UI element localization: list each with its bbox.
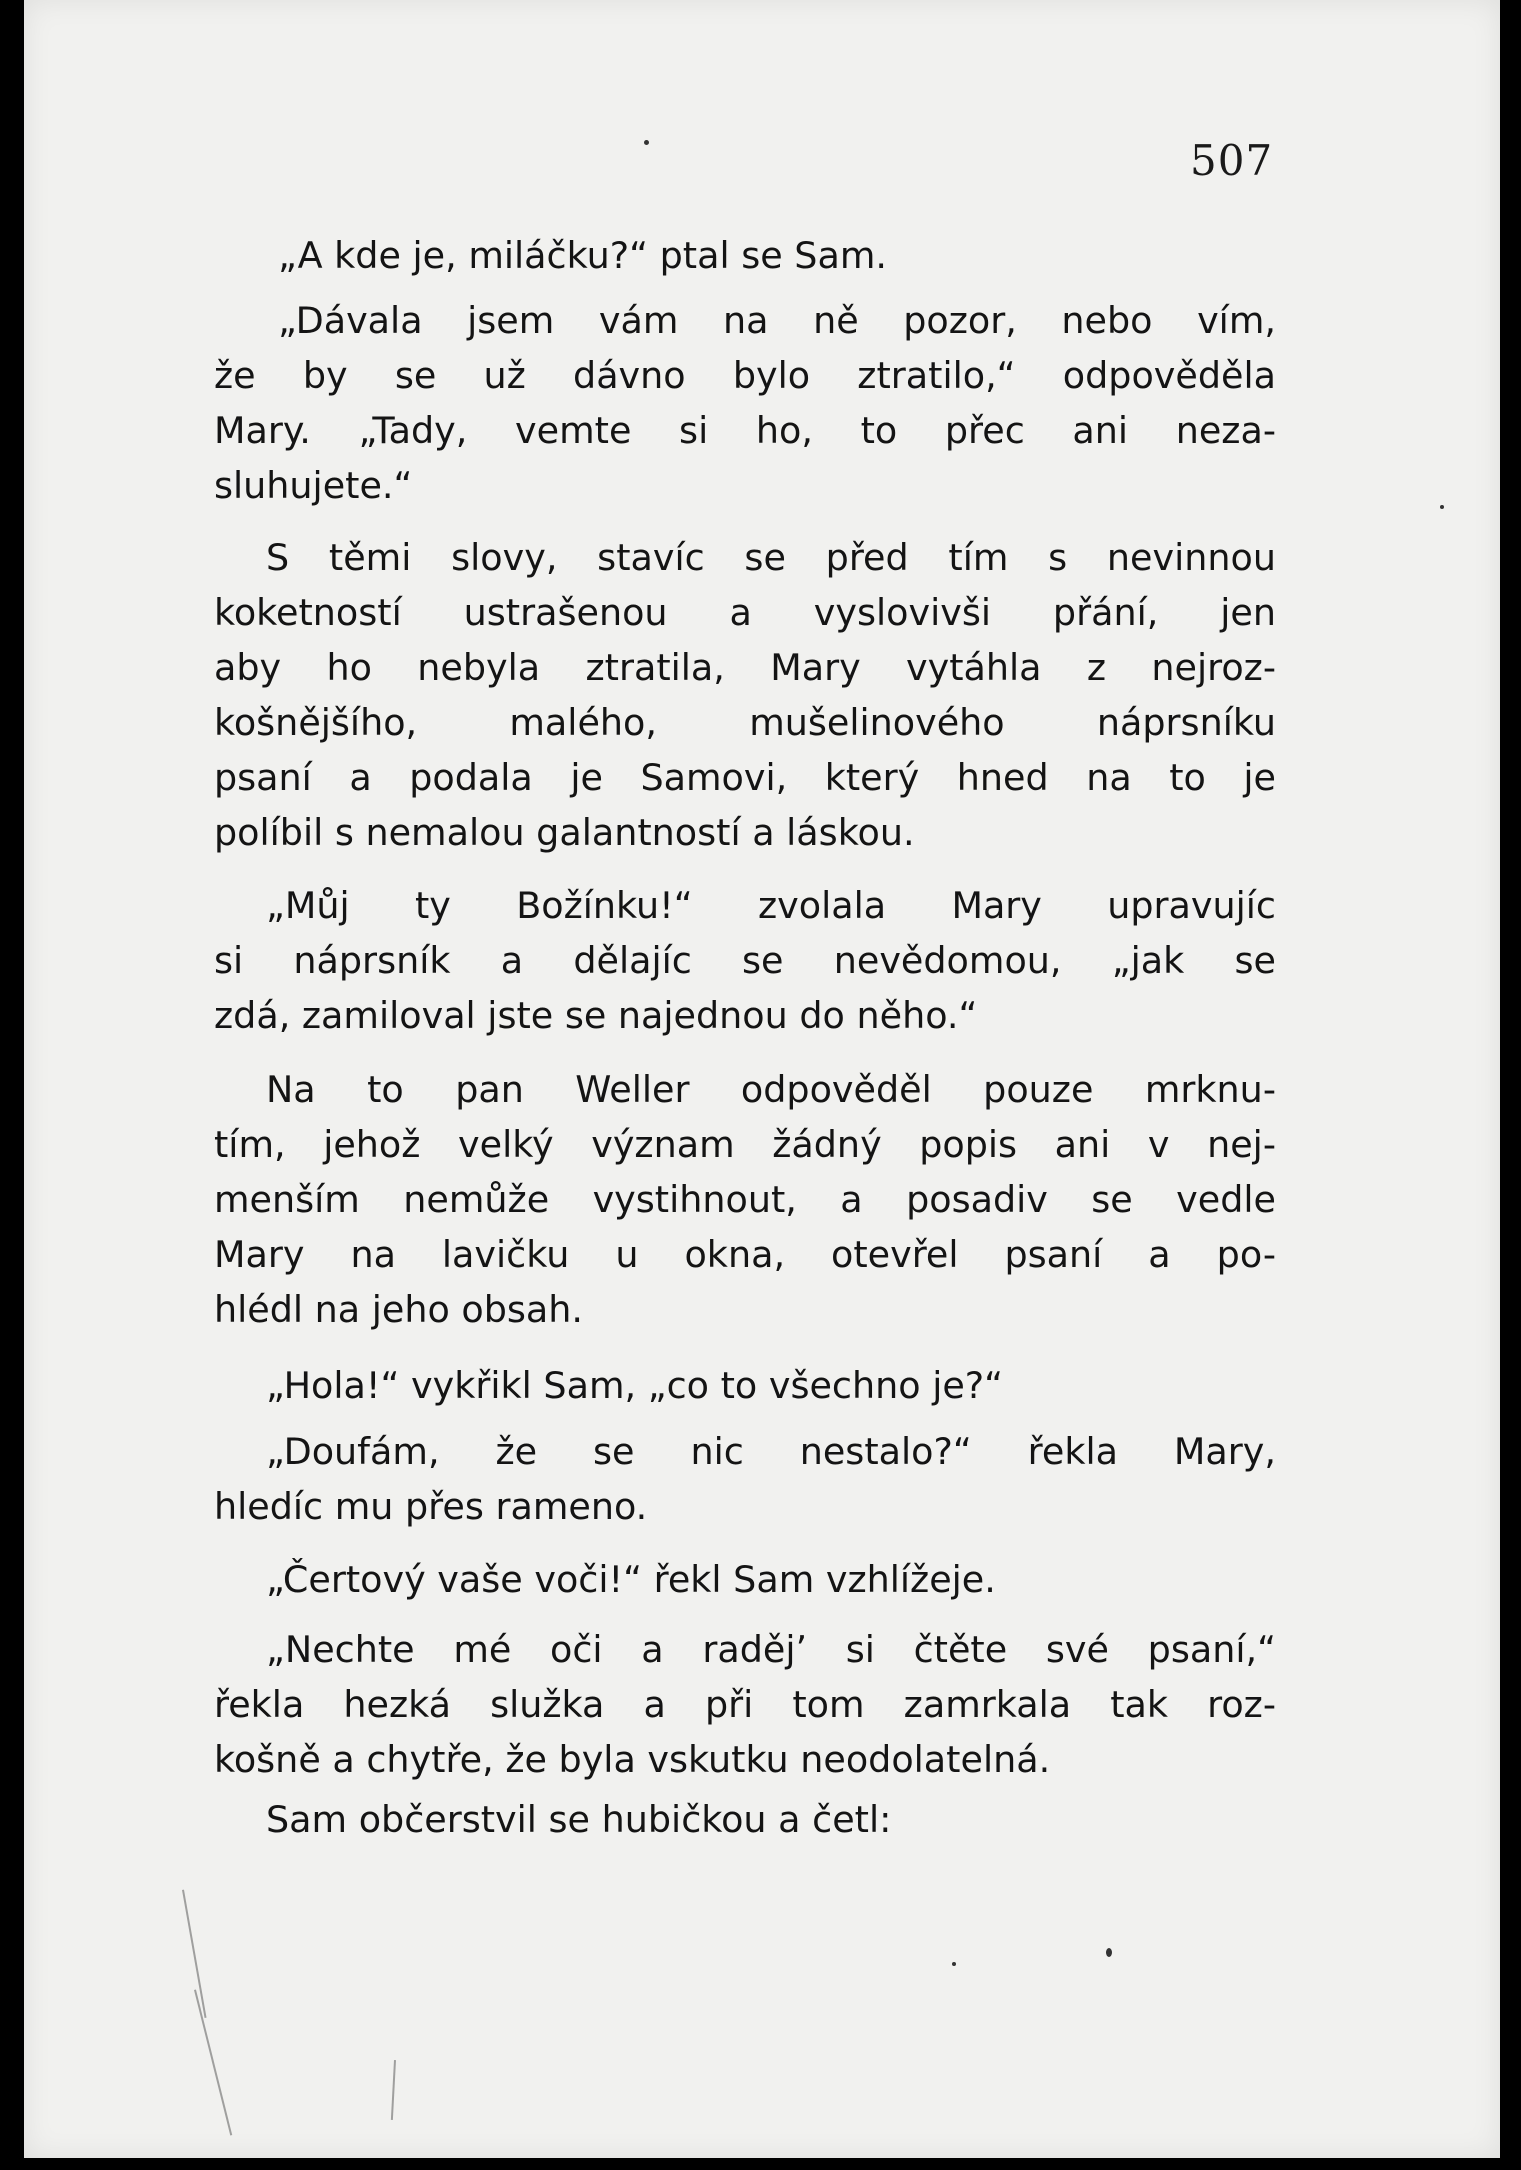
scan-scratch: [391, 2060, 396, 2120]
paragraph: [214, 1062, 1276, 1337]
text-line: S těmi slovy, stavíc se před tím s nevinnou: [266, 536, 1276, 579]
scan-left-border: [0, 0, 24, 2170]
text-line: hledíc mu přes rameno.: [214, 1485, 648, 1528]
text-line: zdá, zamiloval jste se najednou do něho.“: [214, 994, 978, 1037]
text-line: sluhujete.“: [214, 464, 413, 507]
text-line: aby ho nebyla ztratila, Mary vytáhla z nejroz-: [214, 646, 1276, 689]
text-line: „Hola!“ vykřikl Sam, „co to všechno je?“: [266, 1364, 1004, 1407]
scan-speck: [644, 140, 649, 145]
text-line: že by se už dávno bylo ztratilo,“ odpověděla: [214, 354, 1276, 397]
text-line: Sam občerstvil se hubičkou a četl:: [266, 1798, 892, 1841]
text-line: políbil s nemalou galantností a láskou.: [214, 811, 915, 854]
paragraph: [214, 878, 1276, 1043]
paragraph: [214, 1622, 1276, 1787]
paragraph: [214, 1358, 1276, 1413]
text-line: „Dávala jsem vám na ně pozor, nebo vím,: [278, 299, 1276, 342]
text-line: „Čertový vaše voči!“ řekl Sam vzhlížeje.: [266, 1558, 996, 1601]
text-line: Mary na lavičku u okna, otevřel psaní a po-: [214, 1233, 1276, 1276]
text-line: tím, jehož velký význam žádný popis ani v nej-: [214, 1123, 1276, 1166]
paragraph: [214, 228, 1276, 283]
text-line: Mary. „Tady, vemte si ho, to přec ani neza-: [214, 409, 1276, 452]
paragraph: [214, 1424, 1276, 1534]
scan-scratch: [194, 1990, 232, 2136]
scan-scratch: [182, 1890, 207, 2018]
page-number: 507: [1190, 136, 1274, 185]
scan-bottom-border: [0, 2158, 1521, 2170]
paragraph: [214, 293, 1276, 513]
text-line: košnějšího, malého, mušelinového náprsníku: [214, 701, 1276, 744]
text-line: si náprsník a dělajíc se nevědomou, „jak se: [214, 939, 1276, 982]
text-line: řekla hezká služka a při tom zamrkala tak roz-: [214, 1683, 1276, 1726]
text-line: košně a chytře, že byla vskutku neodolatelná.: [214, 1738, 1051, 1781]
text-line: „Doufám, že se nic nestalo?“ řekla Mary,: [266, 1430, 1276, 1473]
book-page: [24, 0, 1500, 2158]
scan-speck: [1440, 505, 1444, 509]
text-line: koketností ustrašenou a vyslovivši přání, jen: [214, 591, 1276, 634]
text-line: „Nechte mé oči a raděj’ si čtěte své psaní,“: [266, 1628, 1276, 1671]
scan-right-border: [1500, 0, 1521, 2170]
text-line: hlédl na jeho obsah.: [214, 1288, 584, 1331]
paragraph: [214, 530, 1276, 860]
text-line: „Můj ty Božínku!“ zvolala Mary upravujíc: [266, 884, 1276, 927]
text-line: menším nemůže vystihnout, a posadiv se vedle: [214, 1178, 1276, 1221]
text-line: psaní a podala je Samovi, který hned na to je: [214, 756, 1276, 799]
text-line: „A kde je, miláčku?“ ptal se Sam.: [278, 234, 887, 277]
scan-speck: [952, 1962, 956, 1966]
paragraph: [214, 1552, 1276, 1607]
text-line: Na to pan Weller odpověděl pouze mrknu-: [266, 1068, 1276, 1111]
scan-speck: [1106, 1948, 1112, 1957]
paragraph: [214, 1792, 1276, 1847]
